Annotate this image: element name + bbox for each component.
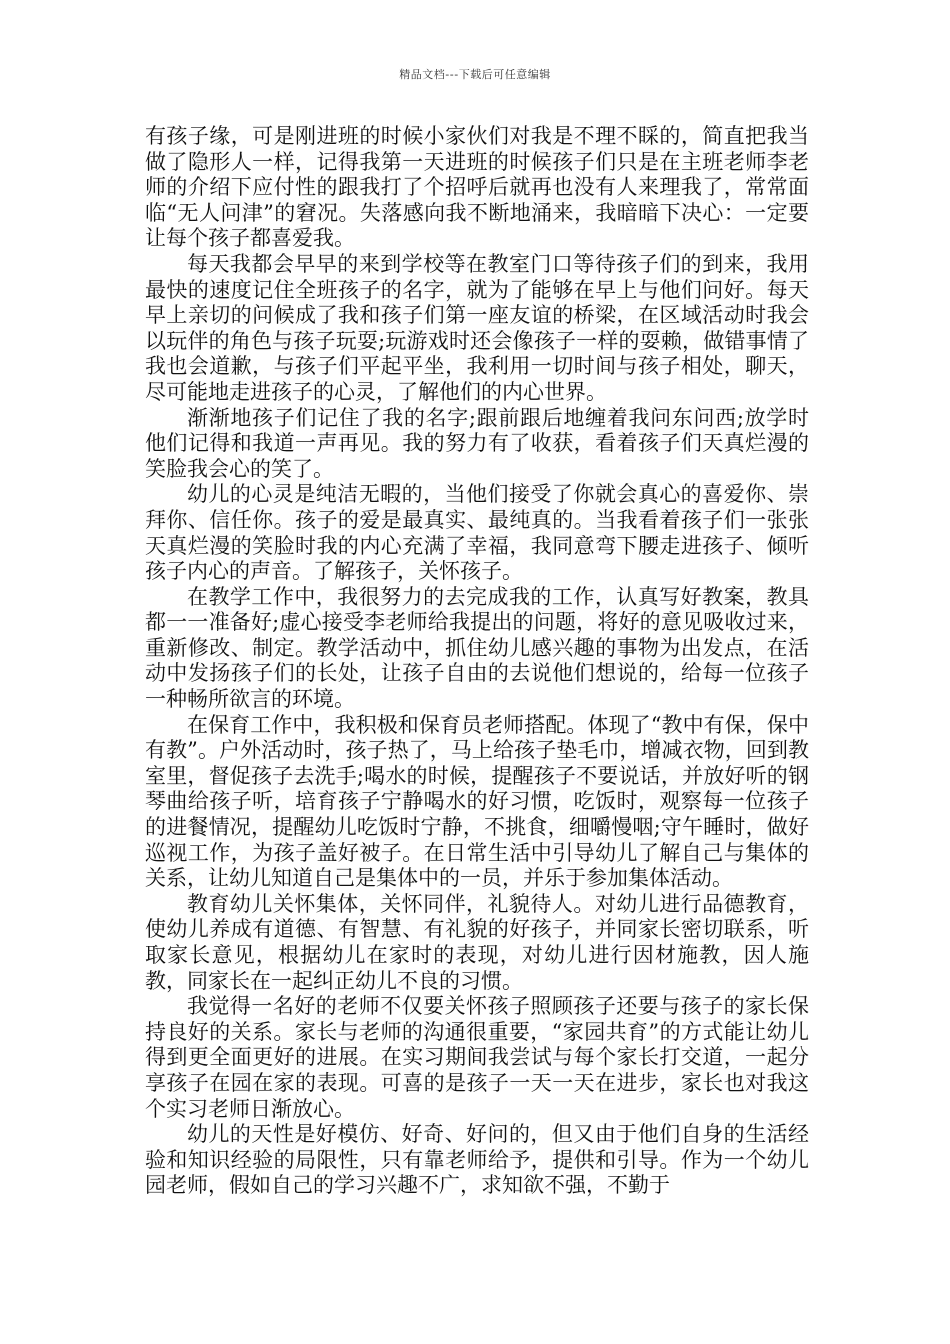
paragraph-8: 我觉得一名好的老师不仅要关怀孩子照顾孩子还要与孩子的家长保持良好的关系。家长与老师的沟通很重要，“家园共育”的方式能让幼儿得到更全面更好的进展。在实习期间我尝试与每个家长打交道，一起分享孩子在园在家的表现。可喜的是孩子一天一天在进步，家长也对我这个实习老师日渐放心。 [145,994,809,1121]
paragraph-5: 在教学工作中，我很努力的去完成我的工作，认真写好教案，教具都一一准备好;虚心接受李老师给我提出的问题，将好的意见吸收过来，重新修改、制定。教学活动中，抓住幼儿感兴趣的事物为出发点，在活动中发扬孩子们的长处，让孩子自由的去说他们想说的，给每一位孩子一种畅所欲言的环境。 [145,584,809,712]
paragraph-7: 教育幼儿关怀集体，关怀同伴，礼貌待人。对幼儿进行品德教育，使幼儿养成有道德、有智慧、有礼貌的好孩子，并同家长密切联系，听取家长意见，根据幼儿在家时的表现，对幼儿进行因材施教，因人施教，同家长在一起纠正幼儿不良的习惯。 [145,891,809,993]
page-header: 精品文档---下载后可任意编辑 [399,68,551,81]
paragraph-1: 有孩子缘，可是刚进班的时候小家伙们对我是不理不睬的，简直把我当做了隐形人一样，记得我第一天进班的时候孩子们只是在主班老师李老师的介绍下应付性的跟我打了个招呼后就再也没有人来理我了，常常面临“无人问津”的窘况。失落感向我不断地涌来，我暗暗下决心：一定要让每个孩子都喜爱我。 [145,124,809,251]
paragraph-3: 渐渐地孩子们记住了我的名字;跟前跟后地缠着我问东问西;放学时他们记得和我道一声再见。我的努力有了收获，看着孩子们天真烂漫的笑脸我会心的笑了。 [145,405,809,481]
paragraph-6: 在保育工作中，我积极和保育员老师搭配。体现了“教中有保，保中有教”。户外活动时，孩子热了，马上给孩子垫毛巾，增减衣物，回到教室里，督促孩子去洗手;喝水的时候，提醒孩子不要说话，并放好听的钢琴曲给孩子听，培育孩子宁静喝水的好习惯，吃饭时，观察每一位孩子的进餐情况，提醒幼儿吃饭时宁静，不挑食，细嚼慢咽;守午睡时，做好巡视工作，为孩子盖好被子。在日常生活中引导幼儿了解自己与集体的关系，让幼儿知道自己是集体中的一员，并乐于参加集体活动。 [145,712,809,891]
paragraph-9: 幼儿的天性是好模仿、好奇、好问的，但又由于他们自身的生活经验和知识经验的局限性，只有靠老师给予，提供和引导。作为一个幼儿园老师，假如自己的学习兴趣不广，求知欲不强，不勤于 [145,1122,809,1198]
paragraph-4: 幼儿的心灵是纯洁无暇的，当他们接受了你就会真心的喜爱你、崇拜你、信任你。孩子的爱是最真实、最纯真的。当我看着孩子们一张张天真烂漫的笑脸时我的内心充满了幸福，我同意弯下腰走进孩子、倾听孩子内心的声音。了解孩子，关怀孩子。 [145,482,809,584]
paragraph-2: 每天我都会早早的来到学校等在教室门口等待孩子们的到来，我用最快的速度记住全班孩子的名字，就为了能够在早上与他们问好。每天早上亲切的问候成了我和孩子们第一座友谊的桥梁，在区域活动时我会以玩伴的角色与孩子玩耍;玩游戏时还会像孩子一样的耍赖，做错事情了我也会道歉，与孩子们平起平坐，我利用一切时间与孩子相处，聊天，尽可能地走进孩子的心灵，了解他们的内心世界。 [145,251,809,404]
document-body [145,124,809,1199]
